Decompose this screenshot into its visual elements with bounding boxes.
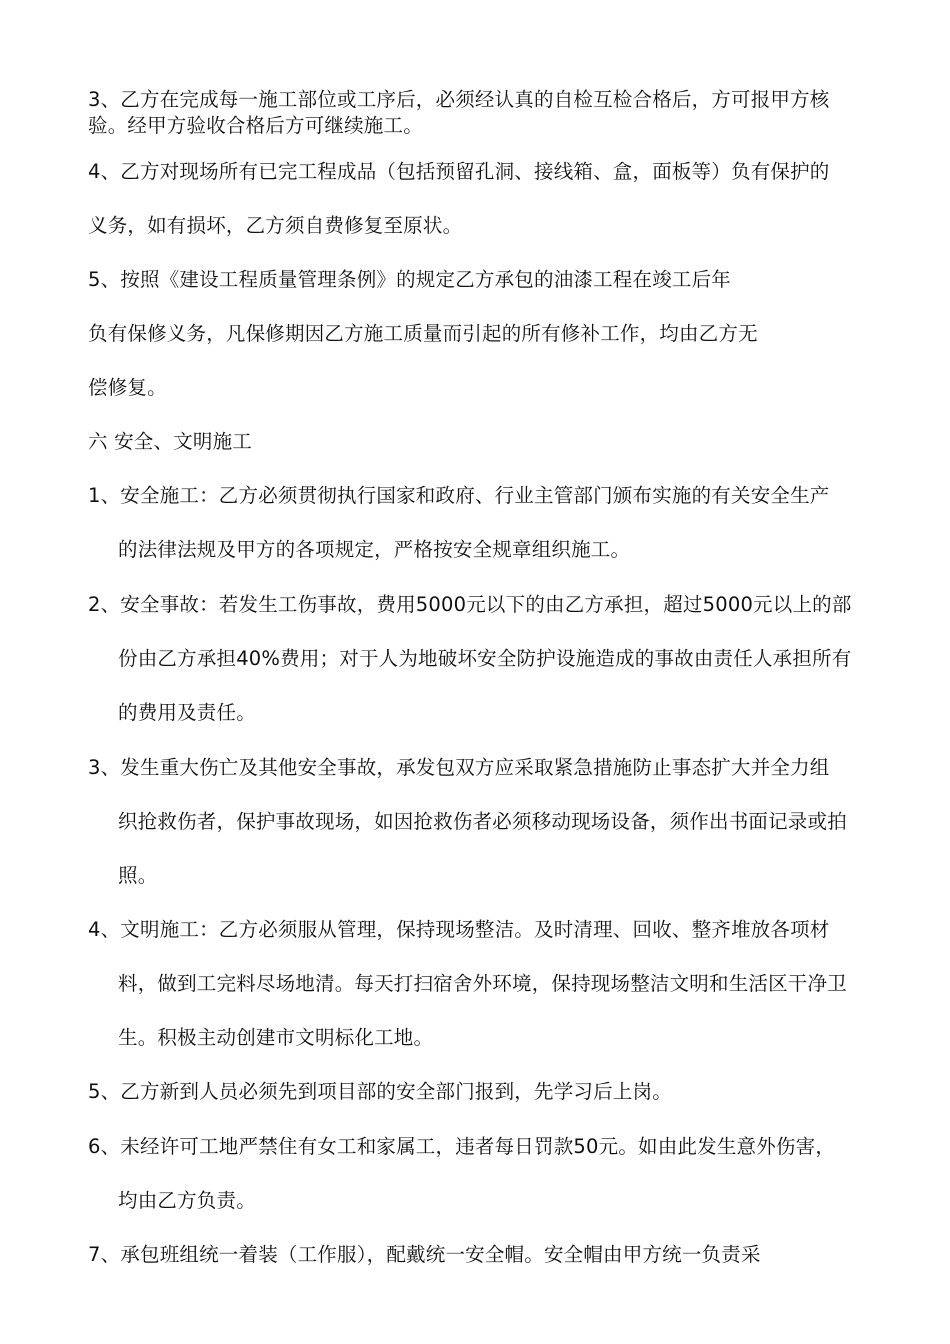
- safety-clause-3-line-3: 照。: [118, 864, 158, 887]
- safety-clause-5-line-1: 5、乙方新到人员必须先到项目部的安全部门报到，先学习后上岗。: [88, 1080, 672, 1103]
- clause-3-line-2: 验。经甲方验收合格后方可继续施工。: [88, 114, 423, 137]
- section-6-heading: 六 安全、文明施工: [88, 430, 252, 453]
- safety-clause-7-line-1: 7、承包班组统一着装（工作服），配戴统一安全帽。安全帽由甲方统一负责采: [88, 1243, 761, 1266]
- safety-clause-1-line-2: 的法律法规及甲方的各项规定，严格按安全规章组织施工。: [118, 538, 631, 561]
- clause-4-line-2: 义务，如有损坏，乙方须自费修复至原状。: [88, 214, 463, 237]
- safety-clause-4-line-2: 料，做到工完料尽场地清。每天打扫宿舍外环境，保持现场整洁文明和生活区干净卫: [118, 972, 847, 995]
- clause-5-line-3: 偿修复。: [88, 376, 167, 399]
- safety-clause-3-line-2: 织抢救伤者，保护事故现场，如因抢救伤者必须移动现场设备，须作出书面记录或拍: [118, 810, 847, 833]
- safety-clause-3-line-1: 3、发生重大伤亡及其他安全事故，承发包双方应采取紧急措施防止事态扩大并全力组: [88, 756, 830, 779]
- clause-4-line-1: 4、乙方对现场所有已完工程成品（包括预留孔洞、接线箱、盒，面板等）负有保护的: [88, 160, 830, 183]
- safety-clause-6-line-2: 均由乙方负责。: [118, 1189, 256, 1212]
- safety-clause-2-line-1: 2、安全事故：若发生工伤事故，费用5000元以下的由乙方承担，超过5000元以上的部: [88, 593, 852, 616]
- safety-clause-4-line-1: 4、文明施工：乙方必须服从管理，保持现场整洁。及时清理、回收、整齐堆放各项材: [88, 918, 830, 941]
- safety-clause-1-line-1: 1、安全施工：乙方必须贯彻执行国家和政府、行业主管部门颁布实施的有关安全生产: [88, 484, 830, 507]
- safety-clause-6-line-1: 6、未经许可工地严禁住有女工和家属工，违者每日罚款50元。如由此发生意外伤害，: [88, 1135, 836, 1158]
- safety-clause-2-line-2: 份由乙方承担40%费用；对于人为地破坏安全防护设施造成的事故由责任人承担所有: [118, 647, 852, 670]
- safety-clause-2-line-3: 的费用及责任。: [118, 701, 256, 724]
- clause-5-line-1: 5、按照《建设工程质量管理条例》的规定乙方承包的油漆工程在竣工后年: [88, 268, 732, 291]
- clause-5-line-2: 负有保修义务，凡保修期因乙方施工质量而引起的所有修补工作，均由乙方无: [88, 322, 758, 345]
- clause-3-line-1: 3、乙方在完成每一施工部位或工序后，必须经认真的自检互检合格后，方可报甲方核: [88, 88, 830, 111]
- safety-clause-4-line-3: 生。积极主动创建市文明标化工地。: [118, 1026, 434, 1049]
